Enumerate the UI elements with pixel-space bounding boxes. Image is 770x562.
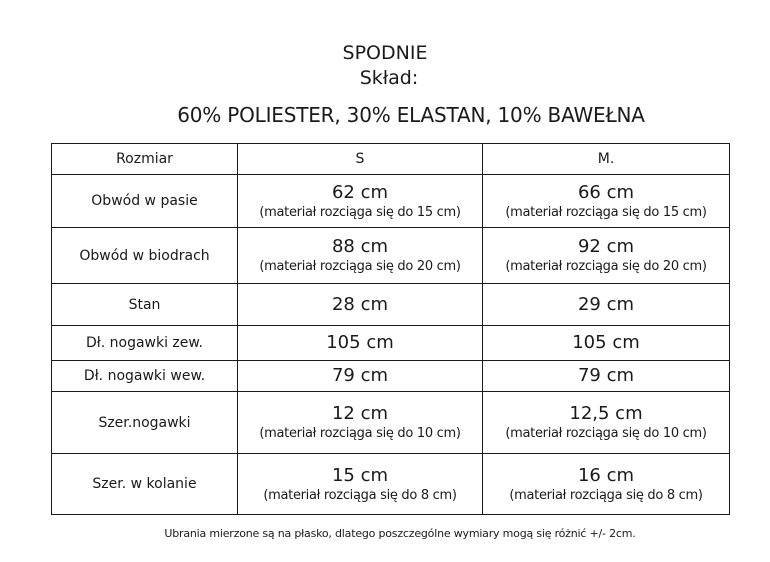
value: 66 cm <box>577 181 635 203</box>
cell-s <box>238 175 483 228</box>
header-size-m: M. <box>483 144 730 175</box>
cell-s <box>238 392 483 454</box>
stretch-note: (materiał rozciąga się do 8 cm) <box>509 487 703 503</box>
stretch-note: (materiał rozciąga się do 20 cm) <box>259 259 461 274</box>
row-label: Dł. nogawki wew. <box>52 361 238 392</box>
stretch-note: (materiał rozciąga się do 20 cm) <box>505 259 707 274</box>
table-row <box>52 175 730 228</box>
cell-s <box>238 454 483 515</box>
stretch-note: (materiał rozciąga się do 15 cm) <box>259 204 461 220</box>
cell-m <box>483 175 730 228</box>
cell-s <box>238 228 483 284</box>
header-size-s: S <box>238 144 483 175</box>
stretch-note: (materiał rozciąga się do 10 cm) <box>505 426 707 441</box>
table-row <box>52 228 730 284</box>
table-row <box>52 392 730 454</box>
value: 16 cm <box>577 464 635 486</box>
cell-m <box>483 228 730 284</box>
composition-text: 60% POLIESTER, 30% ELASTAN, 10% BAWEŁNA <box>177 103 645 127</box>
measurement-footnote: Ubrania mierzone są na płasko, dlatego poszczególne wymiary mogą się różnić +/- 2cm. <box>164 527 636 540</box>
row-label: Szer.nogawki <box>52 392 238 454</box>
row-label: Dł. nogawki zew. <box>52 326 238 361</box>
row-label: Obwód w pasie <box>52 175 238 228</box>
value: 15 cm <box>331 464 389 486</box>
cell-s: 28 cm <box>238 284 483 326</box>
row-label: Szer. w kolanie <box>52 454 238 515</box>
stretch-note: (materiał rozciąga się do 10 cm) <box>259 426 461 441</box>
composition-label: Skład: <box>359 67 419 89</box>
table-header-row <box>52 144 730 175</box>
value: 88 cm <box>331 236 389 257</box>
size-table <box>51 143 730 515</box>
value: 12 cm <box>331 403 389 424</box>
cell-s: 105 cm <box>238 326 483 361</box>
row-label: Stan <box>52 284 238 326</box>
cell-m: 29 cm <box>483 284 730 326</box>
table-row <box>52 326 730 361</box>
header-size: Rozmiar <box>52 144 238 175</box>
table-row <box>52 454 730 515</box>
page-title: SPODNIE <box>342 42 428 64</box>
stretch-note: (materiał rozciąga się do 8 cm) <box>263 487 457 503</box>
table-row <box>52 284 730 326</box>
stretch-note: (materiał rozciąga się do 15 cm) <box>505 204 707 220</box>
cell-m: 79 cm <box>483 361 730 392</box>
value: 62 cm <box>331 181 389 203</box>
table-row <box>52 361 730 392</box>
cell-m <box>483 392 730 454</box>
cell-m: 105 cm <box>483 326 730 361</box>
cell-m <box>483 454 730 515</box>
cell-s: 79 cm <box>238 361 483 392</box>
value: 12,5 cm <box>569 403 643 424</box>
value: 92 cm <box>577 236 635 257</box>
row-label: Obwód w biodrach <box>52 228 238 284</box>
